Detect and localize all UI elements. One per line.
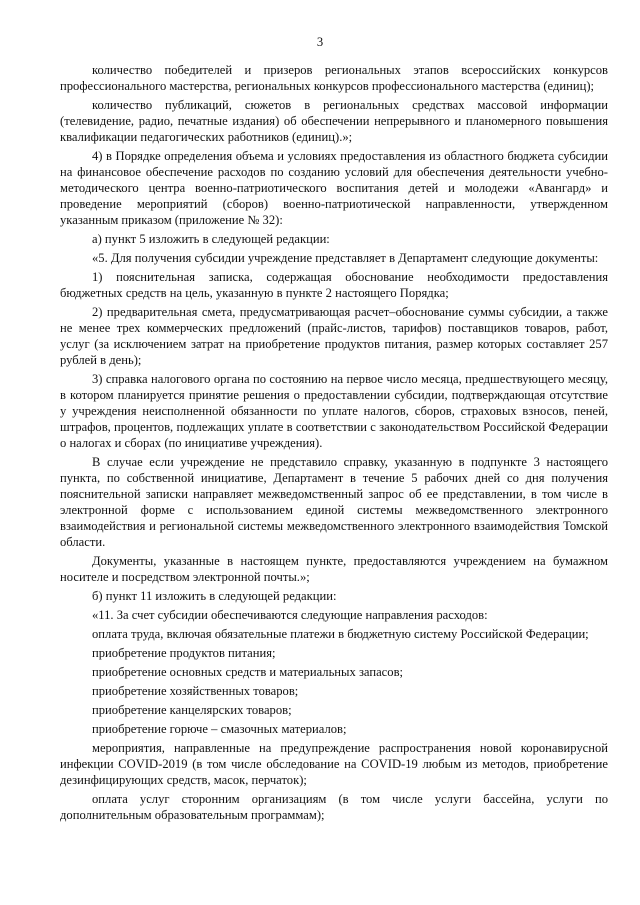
paragraph: «5. Для получения субсидии учреждение представляет в Департамент следующие документы: <box>92 251 599 265</box>
page-number: 3 <box>316 35 324 49</box>
paragraph: приобретение канцелярских товаров; <box>92 703 292 717</box>
paragraph: 2) предварительная смета, предусматривающая расчет–обоснование суммы субсидии, а также не менее трех коммерческих предложений (прайс-листов, тарифов) поставщиков товаров, работ, услуг (за исключением затрат на приобретение продуктов питания, размер которых составляет 257 рублей в день); <box>60 305 608 367</box>
paragraph: количество публикаций, сюжетов в региональных средствах массовой информации (телевидение, радио, печатные издания) об обеспечении непрерывного и планомерного повышения квалификации педагогических работников (единиц).»; <box>60 98 608 144</box>
paragraph: оплата труда, включая обязательные платежи в бюджетную систему Российской Федерации; <box>92 627 589 641</box>
paragraph: мероприятия, направленные на предупреждение распространения новой коронавирусной инфекции COVID-2019 (в том числе обследование на COVID-19 любым из методов, приобретение дезинфицирующих средств, масок, перчаток); <box>60 741 608 787</box>
paragraph: приобретение основных средств и материальных запасов; <box>92 665 404 679</box>
paragraph: приобретение хозяйственных товаров; <box>92 684 299 698</box>
paragraph: оплата услуг сторонним организациям (в том числе услуги бассейна, услуги по дополнительным образовательным программам); <box>60 792 608 822</box>
paragraph: а) пункт 5 изложить в следующей редакции: <box>92 232 330 246</box>
paragraph: приобретение продуктов питания; <box>92 646 276 660</box>
paragraph: 1) пояснительная записка, содержащая обоснование необходимости предоставления бюджетных средств на цель, указанную в пункте 2 настоящего Порядка; <box>60 270 608 300</box>
paragraph: 3) справка налогового органа по состоянию на первое число месяца, предшествующего месяцу, в котором планируется принятие решения о предоставлении субсидии, подтверждающая отсутствие у учреждения неисполненной обязанности по уплате налогов, сборов, страховых взносов, пеней, штрафов, процентов, подлежащих уплате в соответствии с законодательством Российской Федерации о налогах и сборах (по инициативе учреждения). <box>60 372 608 450</box>
document-body <box>60 62 608 823</box>
paragraph: б) пункт 11 изложить в следующей редакции: <box>92 589 337 603</box>
paragraph: В случае если учреждение не представило справку, указанную в подпункте 3 настоящего пункта, по собственной инициативе, Департамент в течение 5 рабочих дней со дня получения пояснительной записки направляет межведомственный запрос об ее представлении, в том числе в электронной форме с использованием единой системы межведомственного электронного взаимодействия и региональной системы межведомственного электронного взаимодействия Томской области. <box>60 455 608 549</box>
paragraph: количество победителей и призеров региональных этапов всероссийских конкурсов профессионального мастерства, региональных конкурсов профессионального мастерства (единиц); <box>60 63 608 93</box>
paragraph: «11. За счет субсидии обеспечиваются следующие направления расходов: <box>92 608 488 622</box>
paragraph: Документы, указанные в настоящем пункте, предоставляются учреждением на бумажном носителе и посредством электронной почты.»; <box>60 554 608 584</box>
paragraph: приобретение горюче – смазочных материалов; <box>92 722 347 736</box>
paragraph: 4) в Порядке определения объема и условиях предоставления из областного бюджета субсидии на финансовое обеспечение расходов по созданию условий для обеспечения деятельности учебно-методического центра военно-патриотического воспитания детей и молодежи «Авангард» и проведение мероприятий (сборов) военно-патриотической направленности, утвержденном указанным приказом (приложение № 32): <box>60 149 608 227</box>
